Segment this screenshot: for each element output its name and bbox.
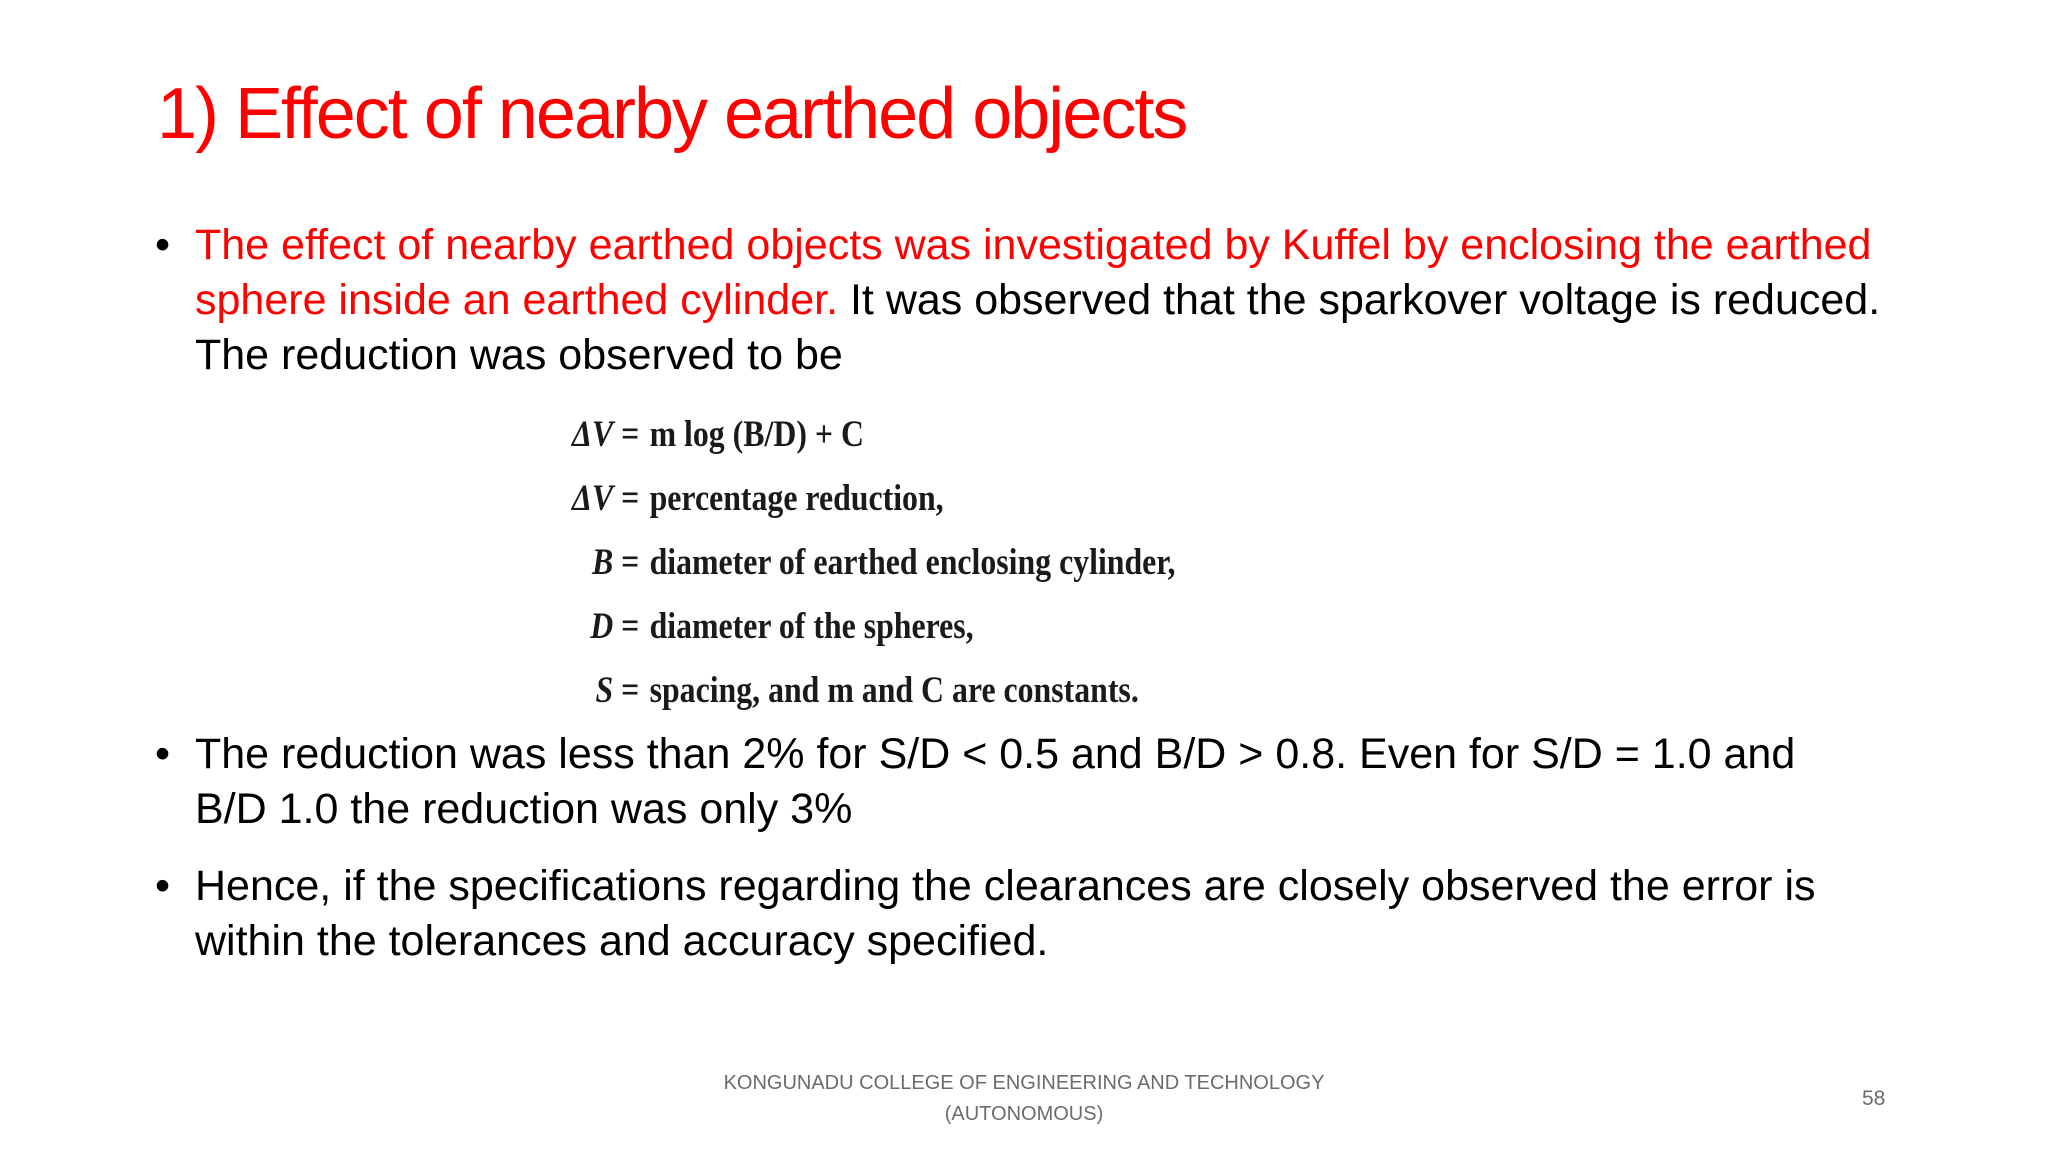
formula-definition: diameter of earthed enclosing cylinder, bbox=[649, 542, 1176, 583]
formula-image bbox=[555, 403, 1209, 717]
formula-equals: = bbox=[613, 414, 640, 455]
formula-equals: = bbox=[613, 670, 640, 711]
bullet-list bbox=[155, 218, 1881, 969]
bullet-highlight-text: The effect of nearby earthed objects was investigated by Kuffel by enclosing the earthed sphere inside an earthed cylinder. bbox=[195, 221, 1872, 324]
formula-symbol: ΔV bbox=[571, 478, 614, 519]
bullet-text: The reduction was less than 2% for S/D < 0.5 and B/D > 0.8. Even for S/D = 1.0 and B/D 1.0 the reduction was only 3% bbox=[195, 730, 1796, 833]
bullet-item bbox=[155, 218, 1885, 383]
bullet-text: It was observed that the sparkover voltage is reduced. The reduction was observed to be bbox=[195, 276, 1881, 379]
formula-row bbox=[555, 403, 1209, 467]
formula-equals: = bbox=[613, 542, 640, 583]
formula-definition: diameter of the spheres, bbox=[649, 606, 974, 647]
formula-row bbox=[555, 595, 1209, 659]
formula-symbol: D bbox=[590, 606, 614, 647]
slide-footer bbox=[0, 1068, 2048, 1130]
formula-row bbox=[555, 531, 1209, 595]
bullet-dot: • bbox=[155, 221, 171, 269]
footer-institution: KONGUNADU COLLEGE OF ENGINEERING AND TECHNOLOGY bbox=[723, 1072, 1325, 1094]
formula-row bbox=[555, 467, 1209, 531]
formula-equals: = bbox=[613, 478, 640, 519]
formula-equals: = bbox=[613, 606, 640, 647]
page-number: 58 bbox=[1862, 1087, 1886, 1110]
formula-symbol: B bbox=[591, 542, 614, 583]
bullet-text: Hence, if the specifications regarding the clearances are closely observed the error is within the tolerances and accuracy specified. bbox=[195, 862, 1816, 965]
formula-definition: spacing, and m and C are constants. bbox=[649, 670, 1139, 711]
bullet-dot: • bbox=[155, 730, 171, 778]
formula-symbol: S bbox=[595, 670, 614, 711]
bullet-dot: • bbox=[155, 862, 171, 910]
footer-subtitle: (AUTONOMOUS) bbox=[944, 1103, 1104, 1125]
formula-symbol: ΔV bbox=[571, 414, 614, 455]
bullet-item bbox=[155, 727, 1875, 837]
formula-definition: m log (B/D) + C bbox=[649, 414, 864, 455]
formula-definition: percentage reduction, bbox=[649, 478, 944, 519]
slide-title: 1) Effect of nearby earthed objects bbox=[157, 74, 1187, 154]
bullet-item bbox=[155, 859, 1875, 969]
formula-row bbox=[555, 659, 1209, 723]
